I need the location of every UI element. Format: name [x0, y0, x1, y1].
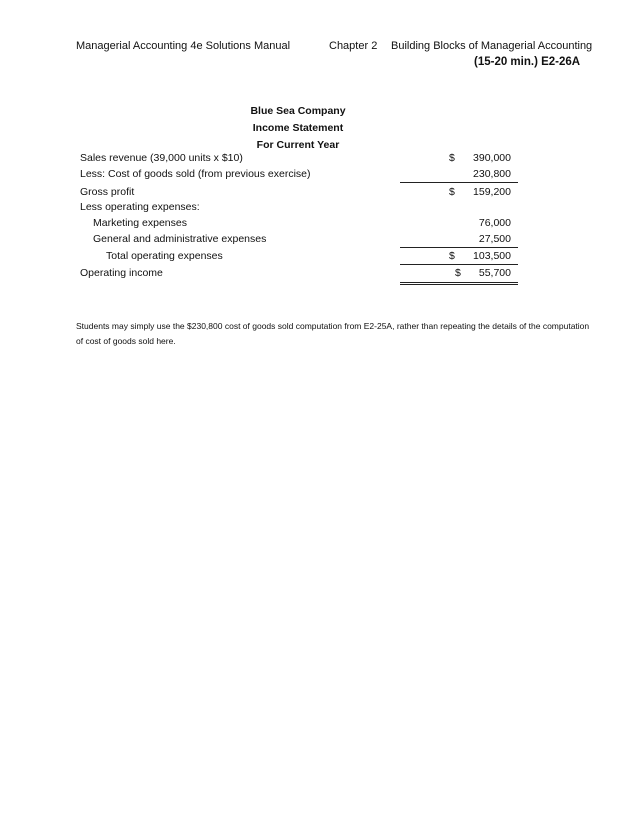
- row-currency: $: [449, 152, 455, 164]
- row-currency: $: [449, 250, 455, 262]
- income-row-opex-heading: [80, 201, 520, 217]
- row-amount: 159,200: [473, 186, 511, 198]
- row-label: Less operating expenses:: [80, 201, 200, 213]
- income-row-gross-profit: [80, 186, 520, 202]
- income-row-operating-income: [80, 267, 520, 283]
- statement-period: For Current Year: [256, 139, 340, 151]
- header-chapter: Chapter 2: [329, 40, 378, 52]
- subtotal-rule: [400, 264, 518, 265]
- company-name: Blue Sea Company: [250, 105, 346, 117]
- subtotal-rule: [400, 247, 518, 248]
- row-amount: 27,500: [478, 233, 511, 245]
- total-double-rule-bottom: [400, 284, 518, 285]
- income-row-sales: [80, 152, 520, 168]
- header-book-title: Managerial Accounting 4e Solutions Manual: [76, 40, 291, 52]
- row-amount: 390,000: [473, 152, 511, 164]
- income-row-marketing: [80, 217, 520, 233]
- exercise-tag: (15-20 min.) E2-26A: [474, 56, 581, 68]
- row-amount: 76,000: [478, 217, 511, 229]
- row-label: Less: Cost of goods sold (from previous exercise): [80, 168, 311, 180]
- total-double-rule-top: [400, 282, 518, 283]
- explanatory-note: Students may simply use the $230,800 cost of goods sold computation from E2-25A, rather than repeating the details of the computation of cost of goods sold here.: [76, 321, 590, 346]
- row-amount: 230,800: [473, 168, 511, 180]
- row-label: Operating income: [80, 267, 163, 279]
- row-amount: 103,500: [473, 250, 511, 262]
- row-amount: 55,700: [478, 267, 511, 279]
- row-label: Total operating expenses: [106, 250, 223, 262]
- row-label: Sales revenue (39,000 units x $10): [80, 152, 243, 164]
- row-currency: $: [449, 186, 455, 198]
- row-label: Gross profit: [80, 186, 135, 198]
- subtotal-rule: [400, 182, 518, 183]
- header-chapter-title: Building Blocks of Managerial Accounting: [391, 40, 593, 52]
- row-currency: $: [455, 267, 461, 279]
- statement-name: Income Statement: [252, 122, 344, 134]
- row-label: General and administrative expenses: [93, 233, 267, 245]
- row-label: Marketing expenses: [93, 217, 187, 229]
